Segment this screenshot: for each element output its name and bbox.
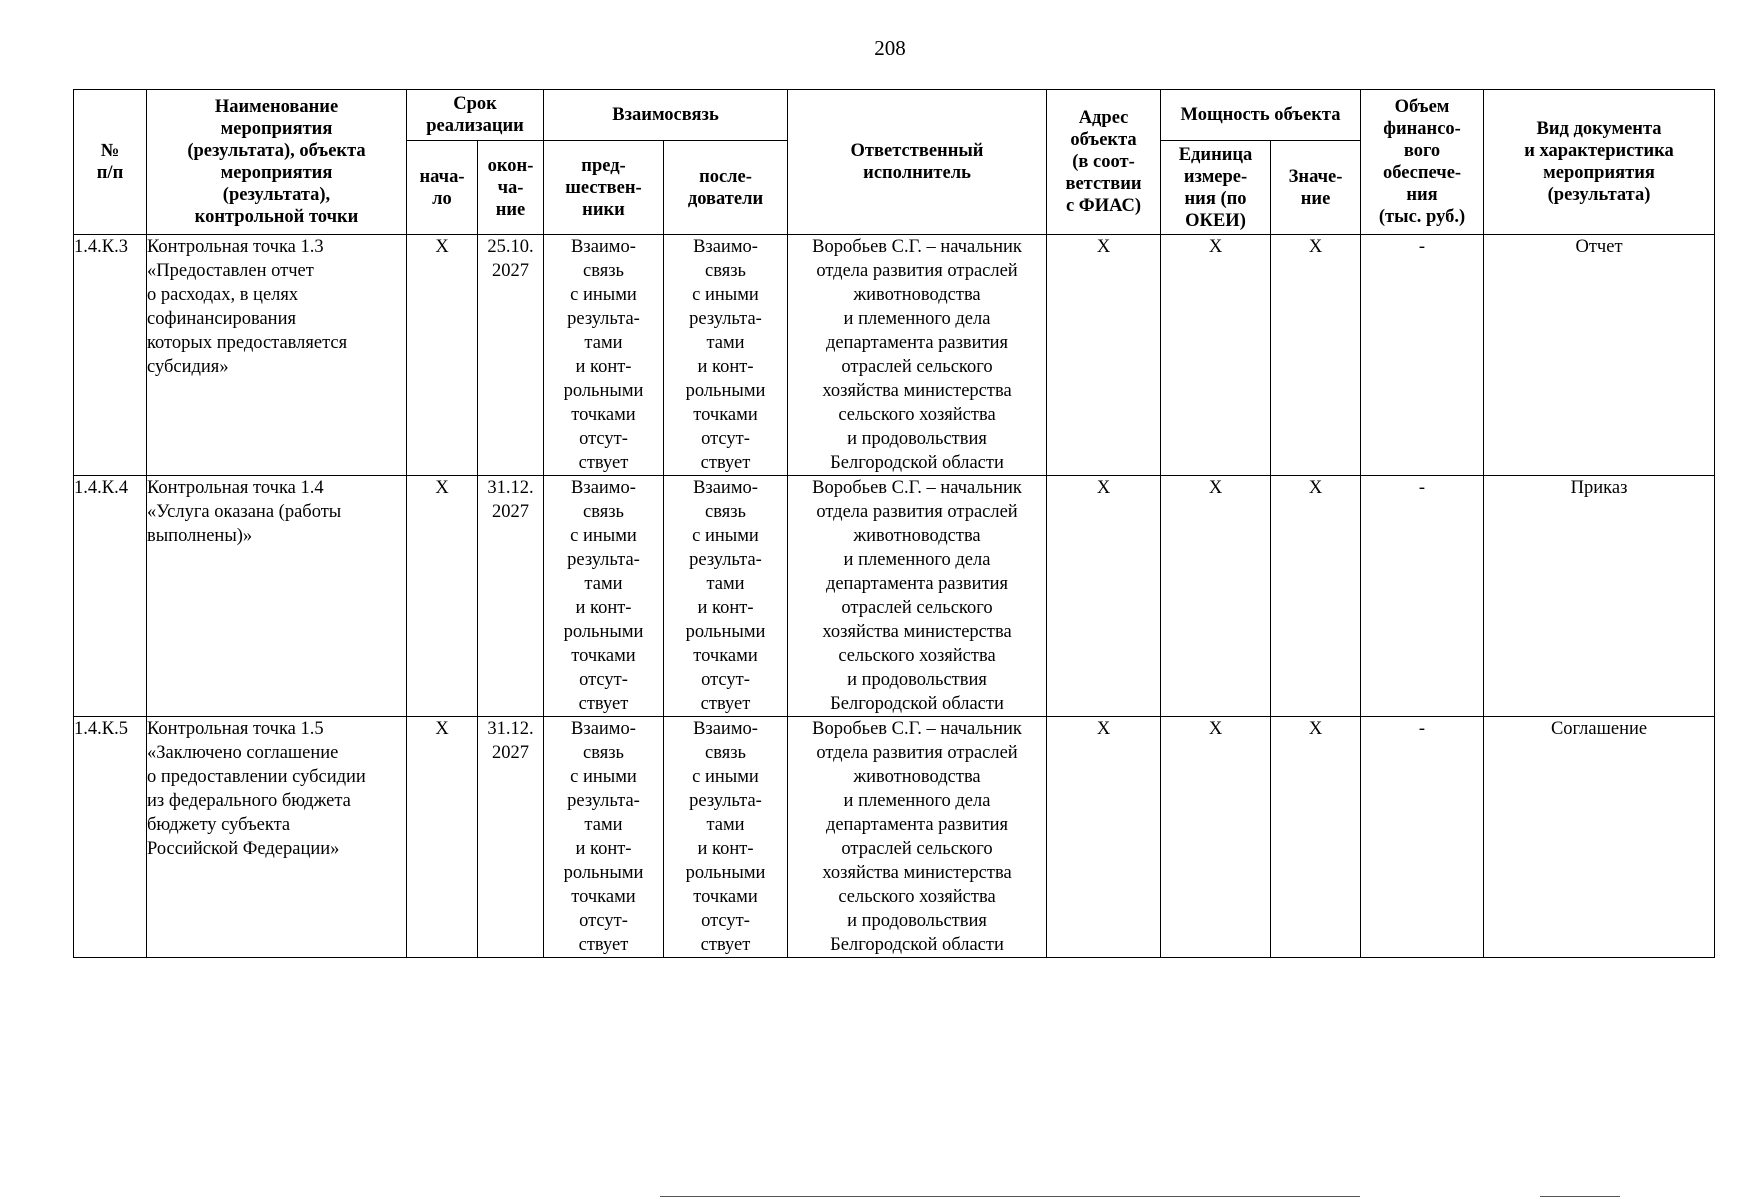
row-end: 31.12. 2027 bbox=[478, 717, 544, 958]
row-finance: - bbox=[1361, 717, 1484, 958]
row-next: Взаимо- связь с иными результа- тами и конт- рольными точками отсут- ствует bbox=[664, 717, 788, 958]
row-address: Х bbox=[1047, 717, 1161, 958]
row-finance: - bbox=[1361, 476, 1484, 717]
row-end: 31.12. 2027 bbox=[478, 476, 544, 717]
row-value: Х bbox=[1271, 717, 1361, 958]
row-doc: Приказ bbox=[1484, 476, 1715, 717]
header-responsible: Ответственный исполнитель bbox=[788, 90, 1047, 235]
row-value: Х bbox=[1271, 235, 1361, 476]
row-name: Контрольная точка 1.5 «Заключено соглашение о предоставлении субсидии из федерального бюджета бюджету субъекта Российской Федерации» bbox=[147, 717, 407, 958]
header-doc: Вид документа и характеристика мероприятия (результата) bbox=[1484, 90, 1715, 235]
header-term-end: окон- ча- ние bbox=[478, 141, 544, 235]
header-term: Срок реализации bbox=[407, 90, 544, 141]
row-responsible: Воробьев С.Г. – начальник отдела развития отраслей животноводства и племенного дела департамента развития отраслей сельского хозяйства министерства сельского хозяйства и продовольствия Белгородской области bbox=[788, 476, 1047, 717]
row-next: Взаимо- связь с иными результа- тами и конт- рольными точками отсут- ствует bbox=[664, 235, 788, 476]
header-address: Адрес объекта (в соот- ветствии с ФИАС) bbox=[1047, 90, 1161, 235]
row-doc: Отчет bbox=[1484, 235, 1715, 476]
activities-table bbox=[73, 89, 1715, 958]
row-prev: Взаимо- связь с иными результа- тами и конт- рольными точками отсут- ствует bbox=[544, 235, 664, 476]
row-prev: Взаимо- связь с иными результа- тами и конт- рольными точками отсут- ствует bbox=[544, 717, 664, 958]
row-address: Х bbox=[1047, 476, 1161, 717]
scan-rule-line bbox=[660, 1196, 1360, 1197]
header-num: № п/п bbox=[74, 90, 147, 235]
row-num: 1.4.К.4 bbox=[74, 476, 147, 717]
row-end: 25.10. 2027 bbox=[478, 235, 544, 476]
page-number: 208 bbox=[874, 36, 906, 60]
row-doc: Соглашение bbox=[1484, 717, 1715, 958]
row-name: Контрольная точка 1.4 «Услуга оказана (работы выполнены)» bbox=[147, 476, 407, 717]
row-prev: Взаимо- связь с иными результа- тами и конт- рольными точками отсут- ствует bbox=[544, 476, 664, 717]
row-start: Х bbox=[407, 235, 478, 476]
header-link-prev: пред- шествен- ники bbox=[544, 141, 664, 235]
row-name: Контрольная точка 1.3 «Предоставлен отчет о расходах, в целях софинансирования которых предоставляется субсидия» bbox=[147, 235, 407, 476]
row-start: Х bbox=[407, 717, 478, 958]
row-start: Х bbox=[407, 476, 478, 717]
header-name: Наименование мероприятия (результата), объекта мероприятия (результата), контрольной точки bbox=[147, 90, 407, 235]
row-unit: Х bbox=[1161, 235, 1271, 476]
header-capacity: Мощность объекта bbox=[1161, 90, 1361, 141]
row-unit: Х bbox=[1161, 717, 1271, 958]
row-finance: - bbox=[1361, 235, 1484, 476]
row-next: Взаимо- связь с иными результа- тами и конт- рольными точками отсут- ствует bbox=[664, 476, 788, 717]
header-link-next: после- дователи bbox=[664, 141, 788, 235]
row-responsible: Воробьев С.Г. – начальник отдела развития отраслей животноводства и племенного дела департамента развития отраслей сельского хозяйства министерства сельского хозяйства и продовольствия Белгородской области bbox=[788, 235, 1047, 476]
table-row bbox=[74, 235, 1715, 476]
header-capacity-value: Значе- ние bbox=[1271, 141, 1361, 235]
row-address: Х bbox=[1047, 235, 1161, 476]
header-capacity-unit: Единица измере- ния (по ОКЕИ) bbox=[1161, 141, 1271, 235]
header-term-start: нача- ло bbox=[407, 141, 478, 235]
row-responsible: Воробьев С.Г. – начальник отдела развития отраслей животноводства и племенного дела департамента развития отраслей сельского хозяйства министерства сельского хозяйства и продовольствия Белгородской области bbox=[788, 717, 1047, 958]
table-row bbox=[74, 717, 1715, 958]
header-link: Взаимосвязь bbox=[544, 90, 788, 141]
table-row bbox=[74, 476, 1715, 717]
header-finance: Объем финансо- вого обеспече- ния (тыс. руб.) bbox=[1361, 90, 1484, 235]
scan-rule-line bbox=[1540, 1196, 1620, 1197]
row-unit: Х bbox=[1161, 476, 1271, 717]
row-value: Х bbox=[1271, 476, 1361, 717]
row-num: 1.4.К.5 bbox=[74, 717, 147, 958]
row-num: 1.4.К.3 bbox=[74, 235, 147, 476]
